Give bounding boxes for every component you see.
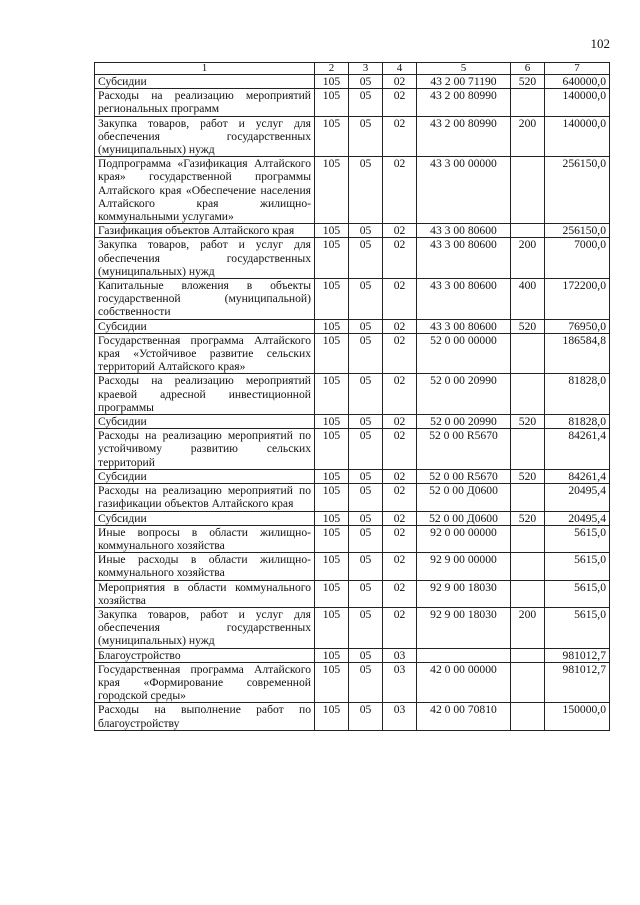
row-podrazdel: 02 [383, 415, 417, 429]
row-csr: 52 0 00 Д0600 [417, 511, 511, 525]
row-sum: 256150,0 [545, 157, 610, 224]
row-vr: 200 [511, 116, 545, 157]
row-name: Благоустройство [95, 648, 315, 662]
row-grbs: 105 [315, 511, 349, 525]
row-podrazdel: 02 [383, 553, 417, 580]
row-name: Государственная программа Алтайского края «Устойчивое развитие сельских территорий Алтайского края» [95, 333, 315, 374]
row-sum: 81828,0 [545, 374, 610, 415]
row-podrazdel: 02 [383, 116, 417, 157]
row-name: Закупка товаров, работ и услуг для обеспечения государственных (муниципальных) нужд [95, 238, 315, 279]
row-razdel: 05 [349, 469, 383, 483]
row-razdel: 05 [349, 333, 383, 374]
table-row [95, 319, 610, 333]
row-csr: 92 0 00 00000 [417, 525, 511, 552]
row-sum: 76950,0 [545, 319, 610, 333]
table-row [95, 374, 610, 415]
table-row [95, 224, 610, 238]
row-grbs: 105 [315, 553, 349, 580]
row-razdel: 05 [349, 648, 383, 662]
row-name: Газификация объектов Алтайского края [95, 224, 315, 238]
row-podrazdel: 02 [383, 157, 417, 224]
row-sum: 5615,0 [545, 580, 610, 607]
row-razdel: 05 [349, 238, 383, 279]
row-podrazdel: 03 [383, 662, 417, 703]
row-vr [511, 580, 545, 607]
row-name: Субсидии [95, 469, 315, 483]
row-csr: 92 9 00 00000 [417, 553, 511, 580]
row-csr: 92 9 00 18030 [417, 580, 511, 607]
table-row [95, 279, 610, 320]
table-header-row [95, 63, 610, 75]
row-podrazdel: 02 [383, 580, 417, 607]
row-vr [511, 648, 545, 662]
row-grbs: 105 [315, 525, 349, 552]
row-csr: 52 0 00 00000 [417, 333, 511, 374]
row-sum: 7000,0 [545, 238, 610, 279]
table-row [95, 484, 610, 511]
row-csr: 52 0 00 R5670 [417, 469, 511, 483]
row-csr: 43 2 00 71190 [417, 75, 511, 89]
row-vr [511, 703, 545, 730]
row-csr: 52 0 00 20990 [417, 374, 511, 415]
row-razdel: 05 [349, 429, 383, 470]
row-vr: 520 [511, 319, 545, 333]
row-grbs: 105 [315, 224, 349, 238]
row-razdel: 05 [349, 157, 383, 224]
row-podrazdel: 02 [383, 374, 417, 415]
row-grbs: 105 [315, 238, 349, 279]
row-grbs: 105 [315, 415, 349, 429]
header-cell-5: 5 [417, 63, 511, 75]
table-row [95, 703, 610, 730]
row-razdel: 05 [349, 75, 383, 89]
row-sum: 84261,4 [545, 429, 610, 470]
table-row [95, 116, 610, 157]
row-razdel: 05 [349, 415, 383, 429]
row-sum: 140000,0 [545, 89, 610, 116]
table-row [95, 89, 610, 116]
row-vr [511, 662, 545, 703]
table-row [95, 525, 610, 552]
row-razdel: 05 [349, 116, 383, 157]
table-row [95, 662, 610, 703]
row-grbs: 105 [315, 429, 349, 470]
row-sum: 150000,0 [545, 703, 610, 730]
row-grbs: 105 [315, 75, 349, 89]
row-csr: 43 3 00 80600 [417, 224, 511, 238]
row-vr: 520 [511, 415, 545, 429]
row-name: Субсидии [95, 319, 315, 333]
row-csr [417, 648, 511, 662]
row-podrazdel: 02 [383, 224, 417, 238]
row-podrazdel: 03 [383, 703, 417, 730]
row-vr: 200 [511, 607, 545, 648]
row-name: Расходы на реализацию мероприятий по устойчивому развитию сельских территорий [95, 429, 315, 470]
row-grbs: 105 [315, 374, 349, 415]
row-razdel: 05 [349, 224, 383, 238]
row-sum: 84261,4 [545, 469, 610, 483]
row-vr [511, 224, 545, 238]
row-name: Закупка товаров, работ и услуг для обеспечения государственных (муниципальных) нужд [95, 116, 315, 157]
table-row [95, 511, 610, 525]
row-grbs: 105 [315, 89, 349, 116]
row-grbs: 105 [315, 607, 349, 648]
row-name: Капитальные вложения в объекты государственной (муниципальной) собственности [95, 279, 315, 320]
table-row [95, 75, 610, 89]
row-sum: 5615,0 [545, 607, 610, 648]
row-razdel: 05 [349, 580, 383, 607]
row-name: Иные вопросы в области жилищно-коммунального хозяйства [95, 525, 315, 552]
table-row [95, 157, 610, 224]
row-grbs: 105 [315, 116, 349, 157]
row-razdel: 05 [349, 607, 383, 648]
row-grbs: 105 [315, 703, 349, 730]
row-sum: 5615,0 [545, 553, 610, 580]
row-name: Расходы на реализацию мероприятий региональных программ [95, 89, 315, 116]
row-grbs: 105 [315, 484, 349, 511]
row-sum: 5615,0 [545, 525, 610, 552]
row-sum: 20495,4 [545, 484, 610, 511]
row-grbs: 105 [315, 279, 349, 320]
table-row [95, 648, 610, 662]
table-row [95, 580, 610, 607]
row-vr [511, 89, 545, 116]
table-row [95, 469, 610, 483]
row-razdel: 05 [349, 553, 383, 580]
row-name: Государственная программа Алтайского края «Формирование современной городской среды» [95, 662, 315, 703]
row-grbs: 105 [315, 157, 349, 224]
header-cell-1: 1 [95, 63, 315, 75]
row-sum: 172200,0 [545, 279, 610, 320]
row-csr: 43 3 00 80600 [417, 319, 511, 333]
row-podrazdel: 02 [383, 429, 417, 470]
row-podrazdel: 02 [383, 89, 417, 116]
row-grbs: 105 [315, 662, 349, 703]
row-sum: 981012,7 [545, 648, 610, 662]
row-podrazdel: 02 [383, 607, 417, 648]
row-podrazdel: 02 [383, 75, 417, 89]
row-razdel: 05 [349, 703, 383, 730]
row-podrazdel: 02 [383, 511, 417, 525]
row-podrazdel: 02 [383, 333, 417, 374]
row-csr: 43 2 00 80990 [417, 116, 511, 157]
row-podrazdel: 03 [383, 648, 417, 662]
row-razdel: 05 [349, 319, 383, 333]
row-grbs: 105 [315, 333, 349, 374]
row-csr: 43 3 00 80600 [417, 279, 511, 320]
row-podrazdel: 02 [383, 484, 417, 511]
row-name: Закупка товаров, работ и услуг для обеспечения государственных (муниципальных) нужд [95, 607, 315, 648]
row-vr [511, 525, 545, 552]
row-vr [511, 553, 545, 580]
row-csr: 52 0 00 Д0600 [417, 484, 511, 511]
row-grbs: 105 [315, 469, 349, 483]
row-podrazdel: 02 [383, 319, 417, 333]
row-sum: 186584,8 [545, 333, 610, 374]
row-podrazdel: 02 [383, 469, 417, 483]
row-csr: 52 0 00 20990 [417, 415, 511, 429]
row-csr: 92 9 00 18030 [417, 607, 511, 648]
row-csr: 43 2 00 80990 [417, 89, 511, 116]
header-cell-7: 7 [545, 63, 610, 75]
row-grbs: 105 [315, 580, 349, 607]
header-cell-3: 3 [349, 63, 383, 75]
row-vr [511, 374, 545, 415]
row-vr: 520 [511, 469, 545, 483]
row-razdel: 05 [349, 279, 383, 320]
row-csr: 52 0 00 R5670 [417, 429, 511, 470]
row-name: Расходы на реализацию мероприятий по газификации объектов Алтайского края [95, 484, 315, 511]
page-number: 102 [590, 36, 610, 51]
row-name: Субсидии [95, 415, 315, 429]
row-vr [511, 484, 545, 511]
row-grbs: 105 [315, 648, 349, 662]
row-vr: 200 [511, 238, 545, 279]
row-sum: 981012,7 [545, 662, 610, 703]
table-row [95, 553, 610, 580]
table-row [95, 429, 610, 470]
row-razdel: 05 [349, 374, 383, 415]
row-csr: 43 3 00 00000 [417, 157, 511, 224]
table-row [95, 607, 610, 648]
row-grbs: 105 [315, 319, 349, 333]
row-podrazdel: 02 [383, 279, 417, 320]
row-vr [511, 333, 545, 374]
budget-table [94, 62, 610, 731]
header-cell-6: 6 [511, 63, 545, 75]
row-vr: 400 [511, 279, 545, 320]
row-razdel: 05 [349, 525, 383, 552]
row-name: Субсидии [95, 511, 315, 525]
row-vr [511, 429, 545, 470]
row-name: Расходы на выполнение работ по благоустройству [95, 703, 315, 730]
row-vr [511, 157, 545, 224]
row-sum: 640000,0 [545, 75, 610, 89]
row-razdel: 05 [349, 662, 383, 703]
row-csr: 42 0 00 00000 [417, 662, 511, 703]
row-razdel: 05 [349, 484, 383, 511]
header-cell-4: 4 [383, 63, 417, 75]
row-name: Мероприятия в области коммунального хозяйства [95, 580, 315, 607]
row-vr: 520 [511, 511, 545, 525]
row-razdel: 05 [349, 89, 383, 116]
row-name: Подпрограмма «Газификация Алтайского края» государственной программы Алтайского края «Обеспечение населения Алтайского края жилищно-коммунальными услугами» [95, 157, 315, 224]
table-row [95, 238, 610, 279]
header-cell-2: 2 [315, 63, 349, 75]
table-row [95, 333, 610, 374]
row-name: Расходы на реализацию мероприятий краевой адресной инвестиционной программы [95, 374, 315, 415]
row-name: Иные расходы в области жилищно-коммунального хозяйства [95, 553, 315, 580]
row-sum: 256150,0 [545, 224, 610, 238]
row-csr: 43 3 00 80600 [417, 238, 511, 279]
row-vr: 520 [511, 75, 545, 89]
table-row [95, 415, 610, 429]
row-csr: 42 0 00 70810 [417, 703, 511, 730]
row-podrazdel: 02 [383, 525, 417, 552]
row-sum: 81828,0 [545, 415, 610, 429]
row-podrazdel: 02 [383, 238, 417, 279]
row-sum: 140000,0 [545, 116, 610, 157]
row-sum: 20495,4 [545, 511, 610, 525]
row-name: Субсидии [95, 75, 315, 89]
row-razdel: 05 [349, 511, 383, 525]
